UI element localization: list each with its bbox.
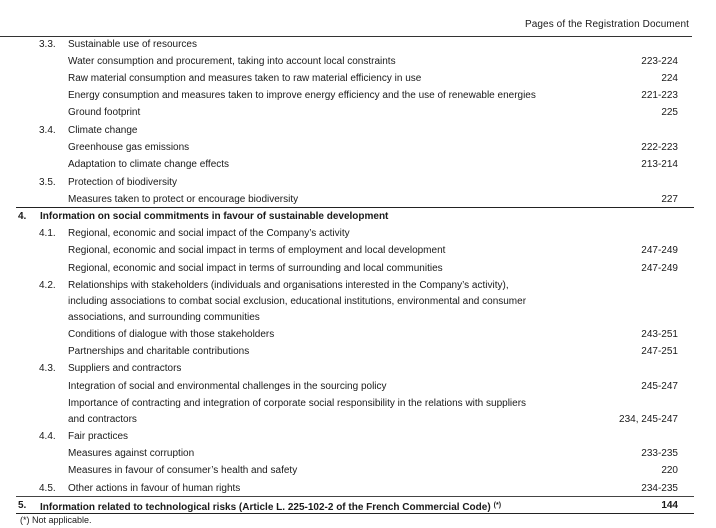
table-row — [0, 262, 692, 276]
row-label: Other actions in favour of human rights — [68, 483, 241, 494]
row-number: 3.3. — [39, 39, 56, 50]
table-row — [0, 89, 692, 103]
row-label: Measures in favour of consumer’s health and safety — [68, 465, 298, 476]
row-label: Information on social commitments in favour of sustainable development — [40, 211, 389, 222]
footnote-marker: (*) — [493, 502, 502, 509]
table-row — [0, 447, 692, 461]
page-reference: 224 — [661, 73, 678, 84]
table-row — [0, 141, 692, 155]
table-row — [0, 311, 692, 325]
pages-column-header: Pages of the Registration Document — [524, 19, 689, 30]
subsection-row — [0, 430, 692, 444]
page-reference: 220 — [661, 465, 678, 476]
row-label: Greenhouse gas emissions — [68, 142, 190, 153]
row-label: Protection of biodiversity — [68, 177, 177, 188]
table-row — [0, 158, 692, 172]
page-reference: 243-251 — [641, 329, 678, 340]
table-row — [0, 380, 692, 394]
page-reference: 225 — [661, 107, 678, 118]
subsection-row — [0, 279, 692, 293]
table-row — [0, 345, 692, 359]
row-label: Regional, economic and social impact in terms of surrounding and local communities — [68, 263, 443, 274]
row-label: Energy consumption and measures taken to improve energy efficiency and the use of renewable energies — [68, 90, 536, 101]
table-row — [0, 55, 692, 69]
row-label: Regional, economic and social impact of the Company’s activity — [68, 228, 350, 239]
subsection-row — [0, 38, 692, 52]
table-row — [0, 106, 692, 120]
row-label: Conditions of dialogue with those stakeholders — [68, 329, 275, 340]
row-label: Water consumption and procurement, taking into account local constraints — [68, 56, 396, 67]
divider — [16, 496, 694, 497]
row-label: Integration of social and environmental challenges in the sourcing policy — [68, 381, 387, 392]
divider — [16, 207, 694, 208]
row-number: 4.4. — [39, 431, 56, 442]
page-reference: 245-247 — [641, 381, 678, 392]
row-label: Importance of contracting and integration of corporate social responsibility in the relations with suppliers — [68, 398, 527, 409]
page-reference: 247-249 — [641, 245, 678, 256]
row-label: Ground footprint — [68, 107, 141, 118]
row-number: 4.3. — [39, 363, 56, 374]
page-reference: 234, 245-247 — [619, 414, 678, 425]
section-row — [0, 210, 692, 224]
table-row — [0, 328, 692, 342]
page-reference: 247-249 — [641, 263, 678, 274]
subsection-row — [0, 362, 692, 376]
row-number: 4.1. — [39, 228, 56, 239]
page-reference: 234-235 — [641, 483, 678, 494]
page-reference: 222-223 — [641, 142, 678, 153]
row-number: 4.5. — [39, 483, 56, 494]
table-row — [0, 295, 692, 309]
row-label: Measures against corruption — [68, 448, 195, 459]
row-label: Regional, economic and social impact in terms of employment and local development — [68, 245, 446, 256]
row-label: Measures taken to protect or encourage biodiversity — [68, 194, 299, 205]
page-reference: 233-235 — [641, 448, 678, 459]
row-label: associations, and surrounding communities — [68, 312, 260, 323]
table-header — [0, 16, 692, 37]
row-label: Partnerships and charitable contributions — [68, 346, 250, 357]
footnote: (*) Not applicable. — [20, 515, 92, 525]
row-number: 4.2. — [39, 280, 56, 291]
row-label: including associations to combat social exclusion, educational institutions, environmental and consumer — [68, 296, 527, 307]
table-row — [0, 193, 692, 207]
row-label: Relationships with stakeholders (individuals and organisations interested in the Company’s activity), — [68, 280, 509, 291]
subsection-row — [0, 176, 692, 190]
row-number: 4. — [18, 211, 27, 222]
row-label: Information related to technological risks (Article L. 225-102-2 of the French Commercial Code) (*) — [40, 502, 502, 513]
row-label: Adaptation to climate change effects — [68, 159, 230, 170]
row-label: Suppliers and contractors — [68, 363, 182, 374]
page-reference: 221-223 — [641, 90, 678, 101]
section-row — [0, 499, 692, 513]
table-row — [0, 464, 692, 478]
subsection-row — [0, 227, 692, 241]
row-label: Fair practices — [68, 431, 129, 442]
table-row — [0, 397, 692, 411]
page-reference: 213-214 — [641, 159, 678, 170]
subsection-row — [0, 482, 692, 496]
page-reference: 223-224 — [641, 56, 678, 67]
table-row — [0, 244, 692, 258]
page-reference: 227 — [661, 194, 678, 205]
subsection-row — [0, 124, 692, 138]
table-row — [0, 413, 692, 427]
page-reference: 247-251 — [641, 346, 678, 357]
row-label: and contractors — [68, 414, 137, 425]
row-number: 3.5. — [39, 177, 56, 188]
row-label: Raw material consumption and measures taken to raw material efficiency in use — [68, 73, 422, 84]
table-row — [0, 72, 692, 86]
row-label: Sustainable use of resources — [68, 39, 197, 50]
row-number: 3.4. — [39, 125, 56, 136]
row-label: Climate change — [68, 125, 138, 136]
divider — [16, 513, 694, 514]
row-number: 5. — [18, 500, 27, 511]
page-reference: 144 — [661, 500, 678, 511]
